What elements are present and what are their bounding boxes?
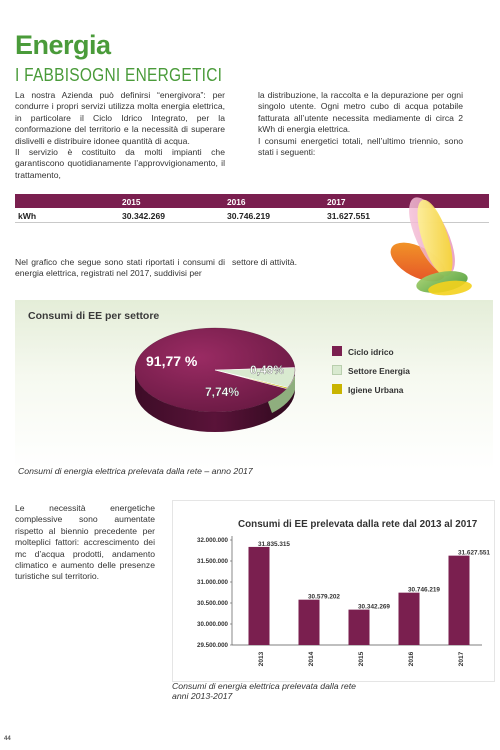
bar-2014: [299, 600, 320, 645]
intro-right-paragraph-1: la distribuzione, la raccolta e la depurazione per ogni singolo utente. Ogni metro cubo di acqua potabile fatturata all’utente necessita mediamente di circa 2 kWh di energia elettrica.: [258, 90, 463, 135]
bar-2017: [449, 556, 470, 645]
legend-label-energia: Settore Energia: [348, 366, 410, 376]
bar-2015: [349, 610, 370, 645]
pie-label-ciclo: 91,77 %: [146, 353, 198, 369]
table-cell-2016: 30.746.219: [227, 211, 271, 221]
bar-chart-x-tick-label: 2015: [358, 651, 365, 667]
bar-data-label: 30.342.269: [358, 603, 390, 611]
page-subtitle: I FABBISOGNI ENERGETICI: [15, 65, 223, 85]
legend-swatch-ciclo: [332, 346, 342, 356]
intro-left-paragraph-1: La nostra Azienda può definirsi “energivora”: per condurre i propri servizi utilizza molta energia elettrica, in particolare il Ciclo Idrico Integrato, per la conformazione del territorio e la necessità di superare dislivelli e distribuire idonee quantità di acqua.: [15, 90, 225, 146]
legend-label-igiene: Igiene Urbana: [348, 385, 404, 395]
table-header-2017: 2017: [327, 197, 346, 207]
bar-chart-x-tick-label: 2017: [458, 651, 465, 667]
legend-swatch-igiene: [332, 384, 342, 394]
page-number: 44: [4, 736, 11, 742]
page-title: Energia: [15, 30, 111, 60]
paragraph-2-left: Nel grafico che segue sono stati riportati i consumi di energia elettrica, registrati nel 2017, suddivisi per: [15, 257, 225, 279]
bar-2013: [249, 547, 270, 645]
pie-chart-title: Consumi di EE per settore: [28, 310, 160, 322]
bar-data-label: 30.746.219: [408, 586, 440, 594]
intro-left-column: [15, 90, 225, 181]
table-header-2015: 2015: [122, 197, 141, 207]
bar-chart-x-tick-label: 2016: [408, 651, 415, 667]
bar-chart-y-tick-label: 32.000.000: [197, 537, 228, 544]
bar-2016: [399, 593, 420, 645]
bar-chart-x-tick-label: 2014: [308, 651, 315, 667]
bar-chart-title: Consumi di EE prelevata dalla rete dal 2013 al 2017: [238, 519, 478, 530]
bar-chart: [172, 520, 495, 680]
table-row-label: kWh: [18, 211, 37, 221]
intro-right-column: [258, 90, 463, 158]
table-cell-2017: 31.627.551: [327, 211, 371, 221]
paragraph-2-right: settore di attività.: [232, 257, 297, 267]
bar-chart-caption-line-2: anni 2013-2017: [172, 691, 233, 701]
bar-chart-x-tick-label: 2013: [258, 651, 265, 667]
bar-chart-y-tick-label: 31.500.000: [197, 558, 228, 565]
legend-label-ciclo: Ciclo idrico: [348, 347, 394, 357]
pie-label-igiene: 0,49%: [250, 363, 285, 377]
legend-swatch-energia: [332, 365, 342, 375]
bar-data-label: 30.579.202: [308, 593, 340, 601]
bar-chart-y-tick-label: 31.000.000: [197, 579, 228, 586]
bar-chart-y-tick-label: 30.000.000: [197, 621, 228, 628]
bar-data-label: 31.627.551: [458, 549, 490, 557]
decorative-petals-graphic: [380, 192, 490, 304]
bar-data-label: 31.835.315: [258, 540, 290, 548]
table-header-2016: 2016: [227, 197, 246, 207]
pie-label-energia: 7,74%: [205, 385, 240, 399]
intro-right-paragraph-2: I consumi energetici totali, nell’ultimo triennio, sono stati i seguenti:: [258, 135, 463, 158]
pie-chart: [130, 318, 300, 438]
pie-chart-caption: Consumi di energia elettrica prelevata dalla rete – anno 2017: [18, 466, 253, 476]
bar-chart-caption: [172, 681, 356, 701]
paragraph-3: Le necessità energetiche complessive sono aumentate rispetto al biennio precedente per molteplici fattori: accrescimento dei mc d’acqua prodotti, andamento climatico e aumento delle presenze turistiche sul territorio.: [15, 503, 155, 582]
intro-left-paragraph-2: Il servizio è costituito da molti impianti che garantiscono quotidianamente l’approvvigionamento, il trattamento,: [15, 147, 225, 180]
bar-chart-caption-line-1: Consumi di energia elettrica prelevata dalla rete: [172, 681, 356, 691]
table-cell-2015: 30.342.269: [122, 211, 166, 221]
bar-chart-y-tick-label: 30.500.000: [197, 600, 228, 607]
bar-chart-y-tick-label: 29.500.000: [197, 642, 228, 649]
